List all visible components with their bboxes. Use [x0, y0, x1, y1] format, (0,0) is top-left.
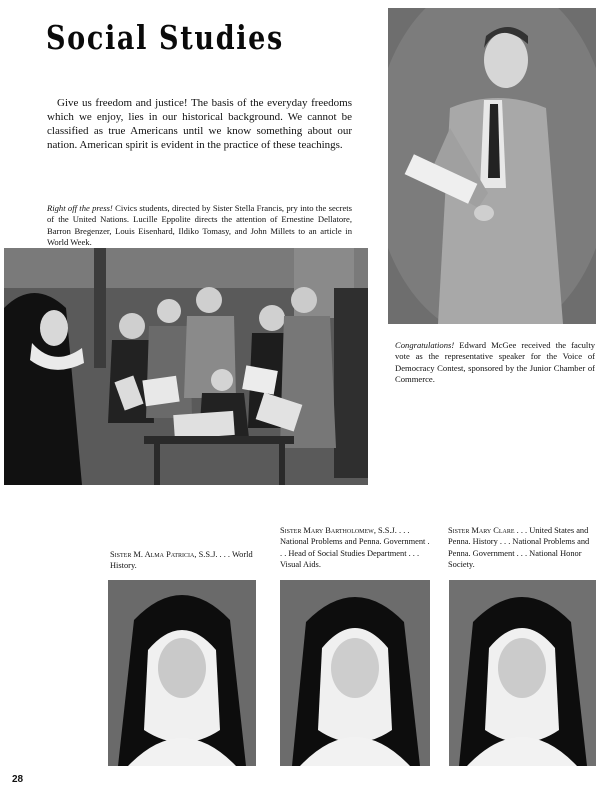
caption-text: Civics students, directed by Sister Stella Francis, pry into the secrets of the United Nations. Lucille Eppolite directs the attention of Ernestine Dellatore, Barron Bregenzer, Louis Eisenhard, Ildiko Tomasy, and John Millets to an article in World Week.: [47, 203, 352, 248]
caption-lead: Congratulations!: [395, 340, 455, 350]
faculty-portrait-2: [280, 580, 430, 766]
faculty-caption-3: [448, 525, 598, 571]
caption-text: Edward McGee received the faculty vote as the representative speaker for the Voice of Democracy Contest, sponsored by the Junior Chamber of Commerce.: [395, 340, 595, 385]
faculty-name: Sister Mary Clare: [448, 526, 515, 535]
faculty-portrait-3: [449, 580, 596, 766]
caption-lead: Right off the press!: [47, 203, 113, 213]
faculty-duties: . . . World History.: [110, 550, 253, 571]
faculty-caption-2: [280, 525, 430, 571]
faculty-portrait-1: [108, 580, 256, 766]
classroom-photo-caption: [47, 203, 352, 249]
faculty-name: Sister M. Alma Patricia, S.S.J.: [110, 550, 218, 559]
page-number: 28: [12, 774, 24, 785]
classroom-photo: [4, 248, 368, 485]
page-title: Social Studies: [46, 18, 284, 57]
faculty-duties: . . . National Problems and Penna. Government . . . Head of Social Studies Department . . . Visual Aids.: [280, 526, 430, 570]
speaker-photo-caption: [395, 340, 595, 386]
faculty-caption-1: [110, 549, 270, 572]
faculty-duties: . . . United States and Penna. History . . . National Problems and Penna. Government . . . National Honor Society.: [448, 526, 590, 570]
intro-paragraph: Give us freedom and justice! The basis of the everyday freedoms which we enjoy, lies in our historical background. We cannot be classified as true Americans until we know something about our nation. American spirit is evident in the practice of these teachings.: [47, 97, 352, 151]
speaker-photo: [388, 8, 596, 324]
faculty-name: Sister Mary Bartholomew, S.S.J.: [280, 526, 397, 535]
